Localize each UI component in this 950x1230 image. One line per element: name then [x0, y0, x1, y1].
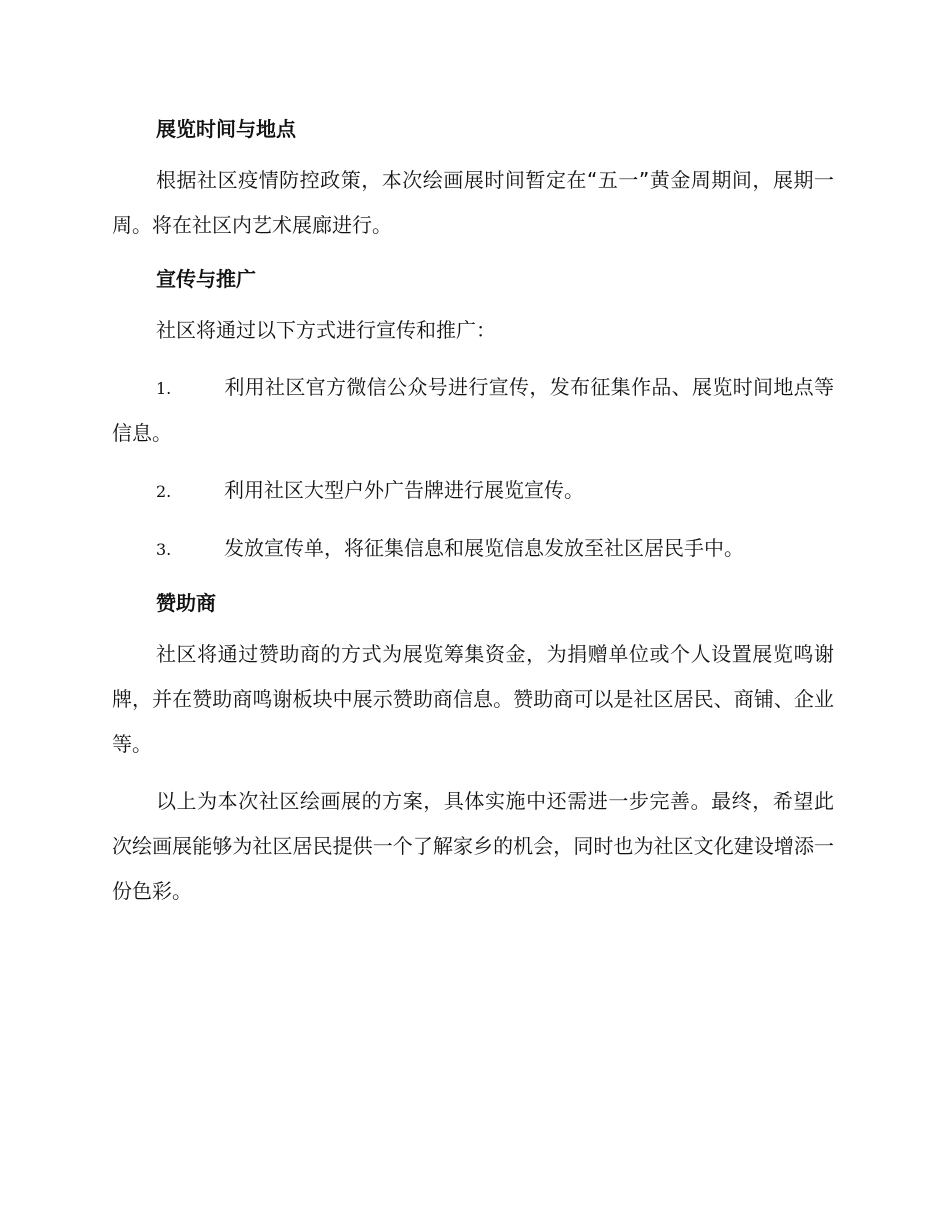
list-number: 2.: [156, 482, 172, 501]
paragraph-sponsor: 社区将通过赞助商的方式为展览筹集资金，为捐赠单位或个人设置展览鸣谢牌，并在赞助商鸣谢板块中展示赞助商信息。赞助商可以是社区居民、商铺、企业等。: [112, 642, 834, 756]
list-text: 利用社区官方微信公众号进行宣传，发布征集作品、展览时间地点等信息。: [112, 375, 834, 445]
paragraph-venue: 根据社区疫情防控政策，本次绘画展时间暂定在“五一”黄金周期间，展期一周。将在社区内艺术展廊进行。: [112, 168, 834, 237]
paragraph-promotion-intro: 社区将通过以下方式进行宣传和推广：: [156, 318, 496, 342]
list-text: 利用社区大型户外广告牌进行展览宣传。: [224, 478, 584, 502]
section-heading-venue: 展览时间与地点: [156, 117, 296, 141]
paragraph-conclusion: 以上为本次社区绘画展的方案，具体实施中还需进一步完善。最终，希望此次绘画展能够为社区居民提供一个了解家乡的机会，同时也为社区文化建设增添一份色彩。: [112, 789, 834, 903]
list-number: 1.: [156, 379, 172, 398]
section-heading-sponsor: 赞助商: [156, 591, 216, 615]
list-item: [112, 365, 834, 456]
list-number: 3.: [156, 540, 172, 559]
list-item: [112, 526, 834, 572]
document-body: [112, 112, 834, 914]
list-text: 发放宣传单，将征集信息和展览信息发放至社区居民手中。: [224, 536, 744, 560]
list-item: [112, 468, 834, 514]
section-heading-promotion: 宣传与推广: [156, 267, 256, 291]
